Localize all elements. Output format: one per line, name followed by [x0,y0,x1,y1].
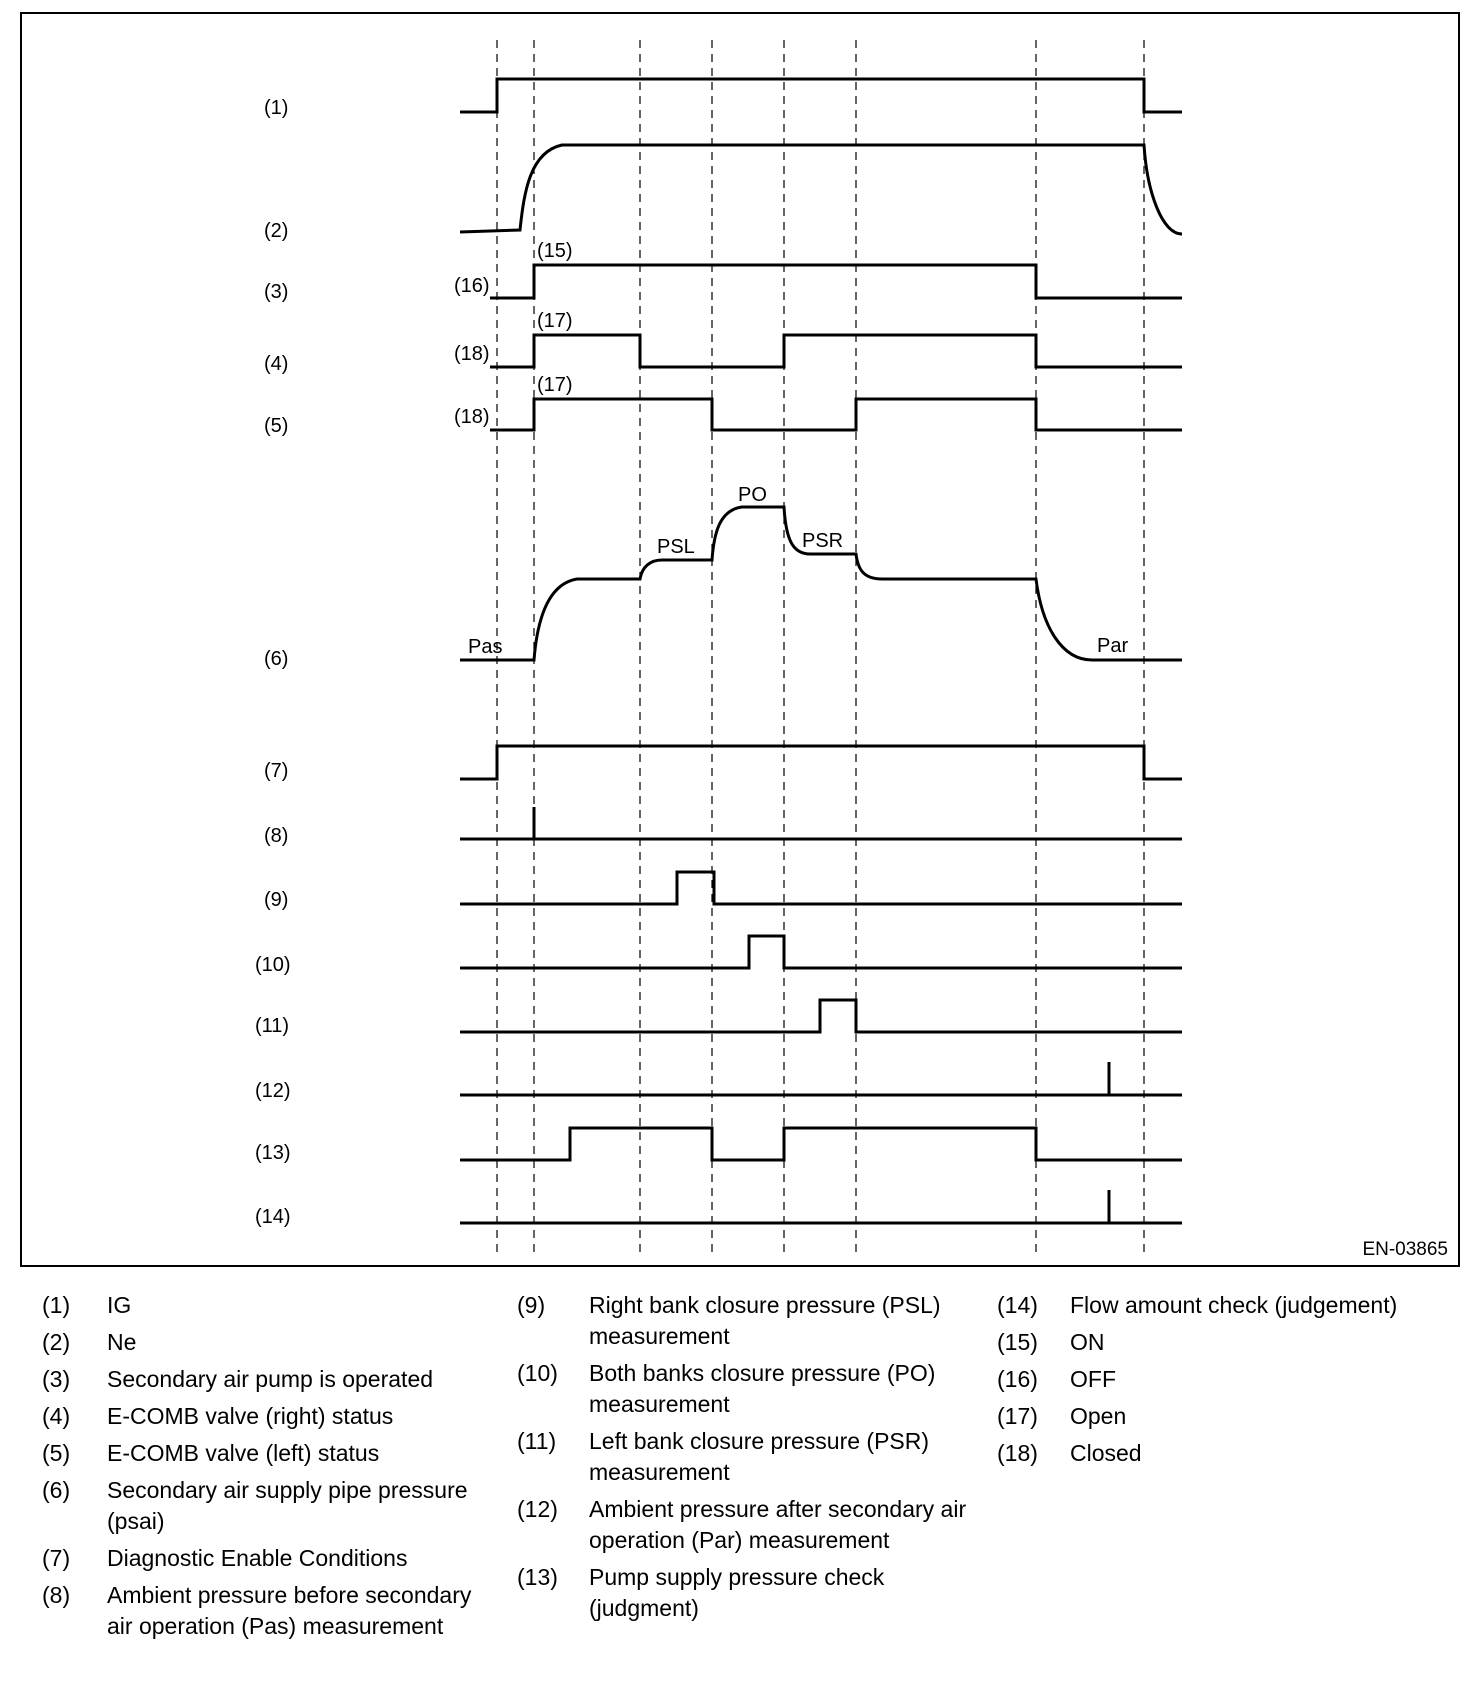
signal-label-14: (14) [255,1206,291,1228]
legend-item-text: Ne [107,1329,137,1355]
signal-label-2: (2) [264,220,289,242]
legend-item-text: E-COMB valve (left) status [107,1440,380,1466]
legend-item [42,1475,482,1537]
legend-item-number: (12) [517,1496,558,1522]
legend-item-number: (14) [997,1292,1038,1318]
legend-item [997,1290,1457,1321]
time-reference-lines [497,40,1144,1252]
legend-item-number: (18) [997,1440,1038,1466]
legend-item [517,1494,967,1556]
annotation-pas: Pas [468,636,503,658]
legend-item-text: OFF [1070,1366,1116,1392]
signal-label-9: (9) [264,889,289,911]
signal-label-1: (1) [264,97,289,119]
legend-item-text: ON [1070,1329,1105,1355]
waveform-psl-measurement [460,872,1182,904]
legend-item [42,1327,482,1358]
legend-item-text: Ambient pressure before secondary air operation (Pas) measurement [107,1582,472,1639]
legend-item [997,1364,1457,1395]
signal-label-5: (5) [264,415,289,437]
legend-item-text: Diagnostic Enable Conditions [107,1545,408,1571]
legend-item [42,1580,482,1642]
legend-item-number: (11) [517,1428,557,1454]
signal-label-12: (12) [255,1080,291,1102]
legend-item-number: (2) [42,1329,71,1355]
legend-item [42,1438,482,1469]
legend-item-text: Ambient pressure after secondary air operation (Par) measurement [589,1496,967,1553]
annotation-open-left: (17) [537,374,573,396]
signal-label-11: (11) [255,1015,290,1037]
annotation-psr: PSR [802,530,844,552]
annotation-closed-right: (18) [454,343,490,365]
legend-item-text: Closed [1070,1440,1142,1466]
waveform-ecomb-valve-left [490,399,1182,430]
waveform-ecomb-valve-right [490,335,1182,367]
signal-label-4: (4) [264,353,289,375]
annotation-closed-left: (18) [454,406,490,428]
legend-item-text: Both banks closure pressure (PO) measurement [589,1360,936,1417]
timing-diagram [22,14,1458,1265]
waveform-psr-measurement [460,1000,1182,1032]
legend-item-text: Right bank closure pressure (PSL) measurement [589,1292,941,1349]
legend-item-number: (8) [42,1582,71,1608]
legend-item-number: (4) [42,1403,71,1429]
signal-labels [255,97,291,1228]
legend-item-text: Left bank closure pressure (PSR) measurement [589,1428,930,1485]
signal-label-6: (6) [264,648,289,670]
legend-item [517,1290,967,1352]
signal-label-10: (10) [255,954,291,976]
legend-item [997,1327,1457,1358]
legend-item-number: (16) [997,1366,1038,1392]
legend-item [517,1426,967,1488]
legend-item-text: Open [1070,1403,1127,1429]
annotation-par: Par [1097,635,1129,657]
legend-column-1 [42,1290,482,1648]
legend-item-text: Flow amount check (judgement) [1070,1292,1398,1318]
legend-item-text: Secondary air supply pipe pressure (psai) [107,1477,468,1534]
signal-label-3: (3) [264,281,289,303]
legend-item-text: E-COMB valve (right) status [107,1403,394,1429]
legend-item [42,1401,482,1432]
signal-label-7: (7) [264,760,289,782]
legend-item [42,1290,482,1321]
legend-item-text: Pump supply pressure check (judgment) [589,1564,885,1621]
legend-item-number: (7) [42,1545,71,1571]
legend-item-number: (17) [997,1403,1038,1429]
legend-item-text: Secondary air pump is operated [107,1366,434,1392]
legend-item [997,1438,1457,1469]
waveform-po-measurement [460,936,1182,968]
legend-item [997,1401,1457,1432]
legend-item-text: IG [107,1292,132,1318]
legend-item [42,1364,482,1395]
waveform-secondary-air-pump [490,265,1182,298]
legend-item-number: (9) [517,1292,546,1318]
waveform-diagnostic-enable [460,746,1182,779]
legend-column-3 [997,1290,1457,1475]
legend-item [42,1543,482,1574]
annotation-off: (16) [454,275,490,297]
legend-column-2 [517,1290,967,1630]
legend-item-number: (15) [997,1329,1038,1355]
waveform-ig [460,79,1182,112]
legend-item-number: (1) [42,1292,71,1318]
legend-item-number: (5) [42,1440,71,1466]
legend-item-number: (10) [517,1360,558,1386]
annotation-open-right: (17) [537,310,573,332]
annotation-on: (15) [537,240,573,262]
annotation-psl: PSL [657,536,695,558]
signal-label-8: (8) [264,825,289,847]
legend-item-number: (13) [517,1564,558,1590]
legend-item [517,1358,967,1420]
legend-item-number: (3) [42,1366,71,1392]
figure-code: EN-03865 [1362,1239,1448,1260]
legend-item [517,1562,967,1624]
waveform-pump-supply-check [460,1128,1182,1160]
timing-diagram-frame [20,12,1460,1267]
legend-item-number: (6) [42,1477,71,1503]
waveform-annotations [454,240,1128,658]
waveform-ne [460,145,1182,234]
signal-label-13: (13) [255,1142,291,1164]
annotation-po: PO [738,484,767,506]
